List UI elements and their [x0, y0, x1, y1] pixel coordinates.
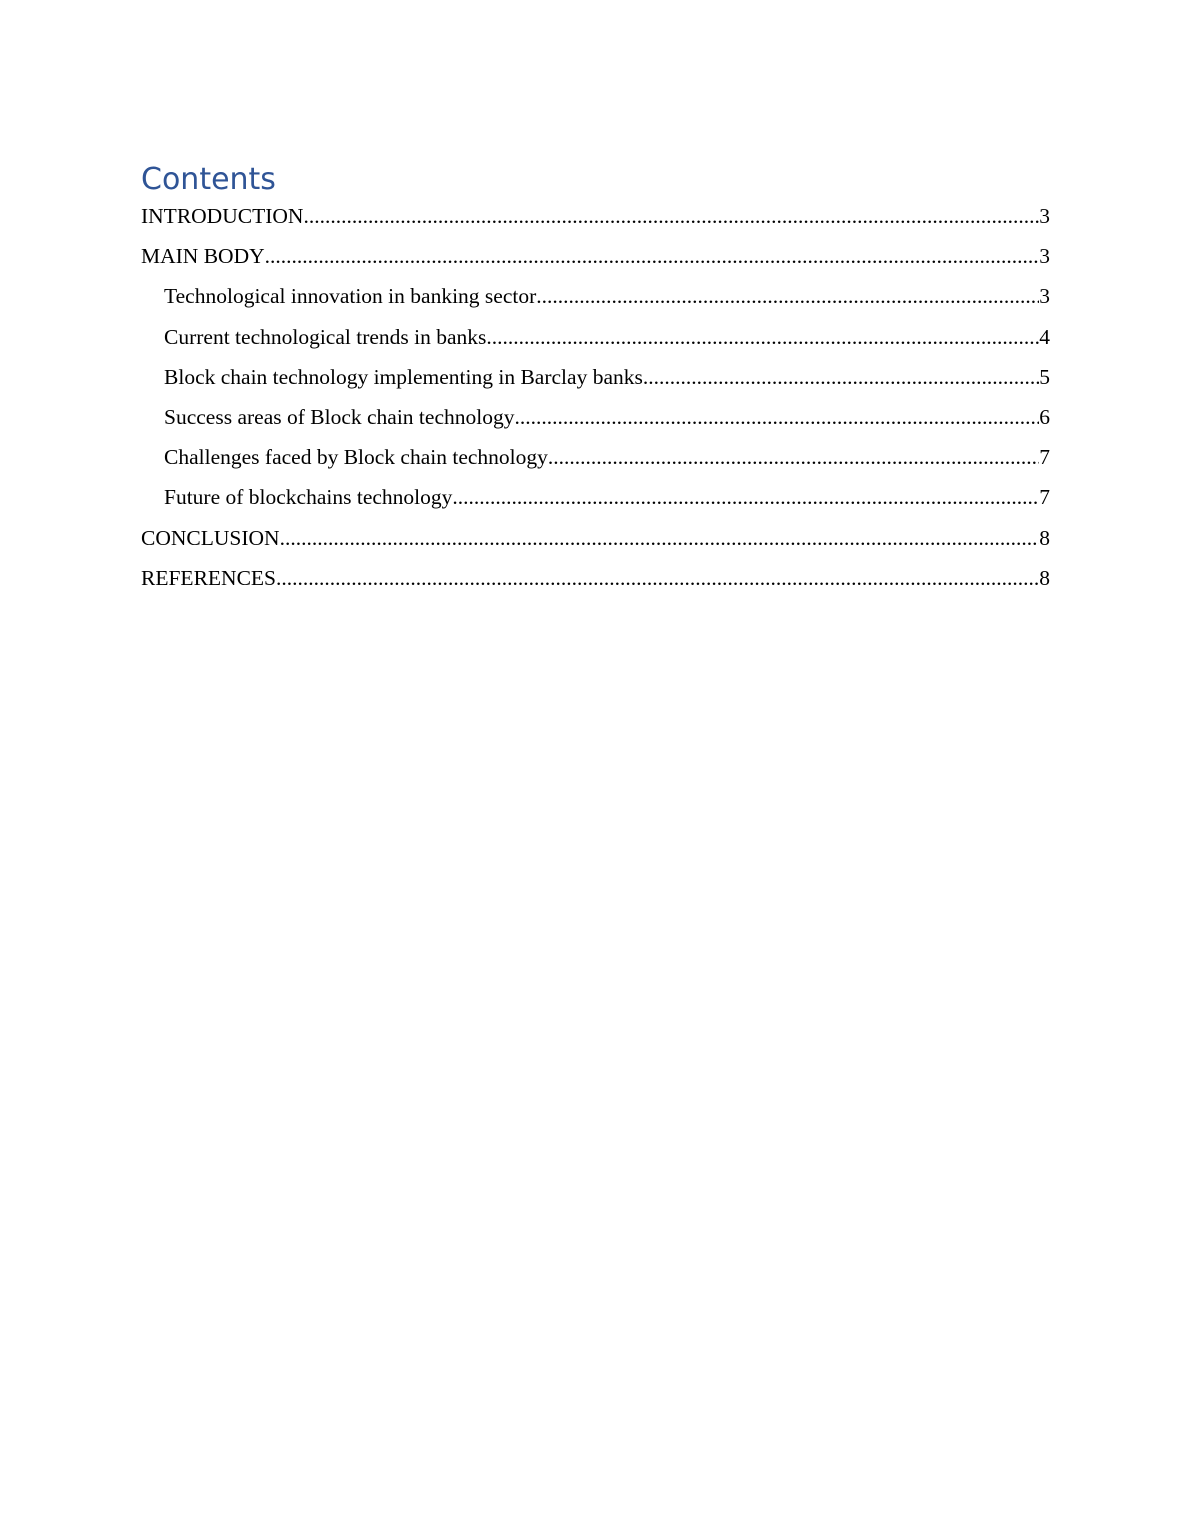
toc-entry-current-trends[interactable]	[141, 323, 1050, 363]
toc-entry-block-chain-barclay[interactable]	[141, 363, 1050, 403]
toc-page-number: 7	[1039, 485, 1050, 510]
toc-dot-leader	[303, 202, 1039, 230]
toc-page-number: 8	[1039, 565, 1050, 590]
toc-page-number: 5	[1039, 364, 1050, 389]
toc-entry-label: MAIN BODY	[141, 244, 265, 269]
toc-page-number: 4	[1039, 324, 1050, 349]
toc-entry-label: Technological innovation in banking sector	[164, 284, 537, 309]
toc-entry-label: Success areas of Block chain technology	[164, 404, 515, 429]
toc-dot-leader	[548, 443, 1039, 471]
toc-entry-label: Current technological trends in banks	[164, 324, 487, 349]
toc-entry-technological-innovation[interactable]	[141, 282, 1050, 322]
toc-entry-success-areas[interactable]	[141, 403, 1050, 443]
toc-entry-label: REFERENCES	[141, 565, 276, 590]
toc-entry-introduction[interactable]	[141, 202, 1050, 242]
toc-entry-future[interactable]	[141, 483, 1050, 523]
toc-page-number: 3	[1039, 244, 1050, 269]
toc-page-number: 8	[1039, 525, 1050, 550]
toc-page-number: 3	[1039, 204, 1050, 228]
toc-dot-leader	[276, 564, 1039, 592]
toc-dot-leader	[643, 363, 1039, 391]
toc-entry-conclusion[interactable]	[141, 524, 1050, 564]
toc-list	[141, 202, 1050, 604]
toc-dot-leader	[280, 524, 1040, 552]
toc-page-number: 7	[1039, 445, 1050, 470]
toc-entry-label: Challenges faced by Block chain technology	[164, 445, 548, 470]
toc-page-number: 3	[1039, 284, 1050, 309]
toc-dot-leader	[536, 282, 1039, 310]
toc-title: Contents	[141, 162, 276, 197]
table-of-contents	[141, 160, 1050, 604]
toc-entry-label: CONCLUSION	[141, 525, 280, 550]
toc-entry-challenges[interactable]	[141, 443, 1050, 483]
toc-entry-label: INTRODUCTION	[141, 204, 304, 228]
toc-page-number: 6	[1039, 404, 1050, 429]
toc-entry-references[interactable]	[141, 564, 1050, 604]
toc-dot-leader	[486, 323, 1039, 351]
toc-entry-label: Block chain technology implementing in Barclay banks	[164, 364, 643, 389]
toc-entry-label: Future of blockchains technology	[164, 485, 453, 510]
toc-dot-leader	[265, 242, 1040, 270]
toc-dot-leader	[452, 483, 1039, 511]
toc-entry-main-body[interactable]	[141, 242, 1050, 282]
toc-dot-leader	[514, 403, 1039, 431]
